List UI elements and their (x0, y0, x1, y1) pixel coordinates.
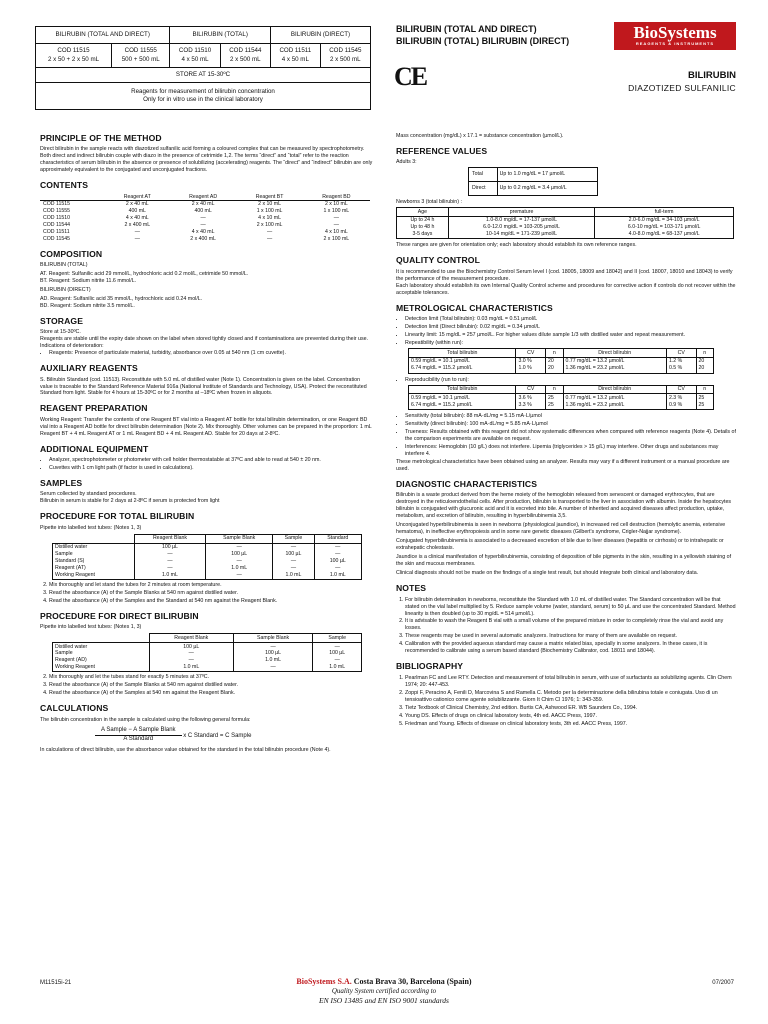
code-cell: COD 11515 2 x 50 + 2 x 50 mL (36, 44, 112, 68)
diagnostic-text-4: Jaundice is a clinical manifestation of hyperbilirubinemia, consisting of deposition of bile pigments in the skin, resulting in a yellowish staining of the skin and mucous membranes. (396, 554, 732, 568)
procedure-total-table: Reagent Blank Sample Blank Sample Standard Distilled water Sample Standard (S) Reagent (AT) Working Reagent 100 µL — — — 1.0 mL — 100 µL — 1.0 mL — — 100 µL — — 1.0 mL — — 100 µL — 1.0 mL (52, 534, 362, 580)
code-cell: COD 11510 4 x 50 mL (170, 44, 220, 68)
diagnostic-text-3: Conjugated hyperbilirubinemia is associated to a decreased excretion of bile due to liver diseases (hepatitis or cirrhosis) or to intrahepatic or extrahepatic cholestasis. (396, 538, 724, 552)
samples-text-1: Serum collected by standard procedures. (40, 491, 137, 498)
procedure-total-steps: 2. Mix thoroughly and let stand the tubes for 2 minutes at room temperature. 3. Read the absorbance (A) of the Sample Blanks at 540 nm against distilled water. 4. Read the absorbance (A) of the Samples and the Standard at 540 nm against the Reagent Blank. (40, 582, 374, 605)
equipment-heading: ADDITIONAL EQUIPMENT (40, 443, 149, 454)
contents-heading: CONTENTS (40, 180, 89, 191)
diagnostic-text-2: Unconjugated hyperbilirubinemia is seen in newborns (physiological jaundice), in increased red cell destruction (hemolytic anemia, extensive hematoma), in ineffective erythropoiesis and in some rare genetic diseases (Gilbert's syndrome, Crigler-Najjar syndrome). (396, 522, 726, 536)
metrological-list: • Detection limit (Total bilirubin): 0.03 mg/dL = 0.51 µmol/L • Detection limit (Direct bilirubin): 0.02 mg/dL = 0.34 µmol/L • Linearity limit: 15 mg/dL = 257 µmol/L. For higher values dilute sample 1/3 with distilled water and repeat measurement. • Repeatibility (within run): (396, 316, 736, 347)
ce-mark-icon: CE (394, 62, 427, 91)
product-header-table (35, 26, 371, 110)
metrological-note: These metrological characteristics have been obtained using an analyzer. Results may vary if a different instrument or a manual procedure are used. (396, 459, 730, 473)
metrological-list-2: • Sensitivity (total bilirubin): 88 mA·dL/mg = 5.15 mA·L/µmol • Sensitivity (direct bilirubin): 100 mA·dL/mg = 5.85 mA·L/µmol • Trueness: Results obtained with this reagent did not show systematic differences when compared with reference reagents (Note 4). Details of the comparison experiments are available on request. • Interferences: Hemoglobin (10 g/L) does not interfere. Lipemia (triglycerides > 15 g/L) may interfere. Other drugs and substances may interfere 4. (396, 413, 736, 458)
quality-control-heading: QUALITY CONTROL (396, 255, 480, 266)
storage-block: Store at 15-30ºC. Reagents are stable until the expiry date shown on the label when stored tightly closed and if contaminations are prevented during their use. Indications of deterioration: • Reagents: Presence of particulate material, turbidity, absorbance over 0.05 at 540 nm (1 cm cuvette). (40, 329, 374, 357)
adults-label: Adults 3: (396, 159, 417, 166)
code-cell: COD 11545 2 x 500 mL (320, 44, 370, 68)
header-col-total-direct: BILIRUBIN (TOTAL AND DIRECT) (36, 27, 170, 44)
quality-control-text-1: It is recommended to use the Biochemistry Control Serum level I (cod. 18005, 18009 and 18042) and II (cod. 18007, 18010 and 18043) to verify the performance of the measurement procedure. (396, 268, 733, 282)
code-cell: COD 11511 4 x 50 mL (270, 44, 320, 68)
samples-text-2: Bilirubin in serum is stable for 2 days at 2-8ºC if serum is protected from light (40, 498, 220, 505)
adult-reference-table: Total Up to 1.0 mg/dL = 17 µmol/L Direct Up to 0.2 mg/dL = 3.4 µmol/L (468, 167, 598, 196)
samples-heading: SAMPLES (40, 478, 83, 489)
preparation-heading: REAGENT PREPARATION (40, 403, 148, 414)
header-col-total: BILIRUBIN (TOTAL) (170, 27, 271, 44)
document-code: M11515i-21 (40, 980, 72, 986)
reagent-use-statement: Reagents for measurement of bilirubin concentration Only for in vitro use in the clinical laboratory (36, 83, 371, 110)
reference-values-heading: REFERENCE VALUES (396, 145, 488, 156)
composition-heading: COMPOSITION (40, 248, 103, 259)
contents-table: Reagent AT Reagent AD Reagent BT Reagent BD COD 11515 2 x 40 mL 2 x 40 mL 2 x 10 mL 2 x 10 mL COD 11555 400 mL 400 mL 1 x 100 mL 1 x 100 mL COD 11510 4 x 40 mL — 4 x 10 mL — COD 11544 2 x 400 mL — 2 x 100 mL — COD 11511 — 4 x 40 mL — 4 x 10 mL COD 11545 — 2 x 400 mL — 2 x 100 mL (40, 194, 370, 243)
code-cell: COD 11544 2 x 500 mL (220, 44, 270, 68)
calculations-note: In calculations of direct bilirubin, use the absorbance value obtained for the standard in the total bilirubin procedure (Note 4). (40, 746, 331, 753)
header-col-direct: BILIRUBIN (DIRECT) (270, 27, 370, 44)
diagnostic-text-5: Clinical diagnosis should not be made on the findings of a single test result, but should integrate both clinical and laboratory data. (396, 570, 699, 577)
preparation-text: Working Reagent: Transfer the contents of one Reagent BT vial into a Reagent AT bottle for total bilirubin determination, or one Reagent BD vial into a Reagent AD bottle for direct bilirubin determination (Note 2). Mix thoroughly. Other volumes can be prepared in the proportion: 1 mL Reagent BT + 4 mL Reagent AT or 1 mL Reagent BD + 4 mL Reagent AD. Stable for 20 days at 2-8ºC. (40, 416, 372, 437)
principle-heading: PRINCIPLE OF THE METHOD (40, 133, 162, 143)
equipment-list: • Analyzer, spectrophotometer or photometer with cell holder thermostatable at 37ºC and able to read at 540 ± 20 nm. • Cuvettes with 1 cm light path (if factor is used in calculations). (40, 457, 374, 472)
document-date: 07/2007 (712, 980, 734, 986)
procedure-direct-steps: 2. Mix thoroughly and let the tubes stand for exactly 5 minutes at 37ºC. 3. Read the absorbance (A) of the Sample Blanks at 540 nm against distilled water. 4. Read the absorbance (A) of the Samples at 540 nm against the Reagent Blank. (40, 674, 374, 697)
composition-block: BILIRUBIN (TOTAL) AT. Reagent: Sulfanilic acid 29 mmol/L, hydrochloric acid 0.2 mol/L, cetrimide 50 mmol/L. BT. Reagent: Sodium nitrite 11.6 mmol/L. BILIRUBIN (DIRECT) AD. Reagent: Sulfanilic acid 35 mmol/L, hydrochloric acid 0.24 mol/L. BD. Reagent: Sodium nitrite 3.5 mmol/L. (40, 261, 249, 309)
document-title: BILIRUBIN (TOTAL AND DIRECT) BILIRUBIN (TOTAL) BILIRUBIN (DIRECT) (396, 24, 570, 46)
si-conversion: Mass concentration (mg/dL) x 17.1 = substance concentration (µmol/L). (396, 133, 564, 139)
procedure-direct-table: Reagent Blank Sample Blank Sample Distilled water Sample Reagent (AD) Working Reagent 100 µL — — 1.0 mL — 100 µL 1.0 mL — — 100 µL — 1.0 mL (52, 633, 362, 672)
product-name: BILIRUBIN DIAZOTIZED SULFANILIC (628, 70, 736, 93)
calculations-heading: CALCULATIONS (40, 703, 109, 714)
footer-company: BioSystems S.A. Costa Brava 30, Barcelona (Spain) Quality System certified according to EN ISO 13485 and EN ISO 9001 standards (296, 977, 472, 1005)
procedure-total-step-1: Pipette into labelled test tubes: (Notes 1, 3) (40, 524, 142, 531)
reference-note: These ranges are given for orientation only; each laboratory should establish its own reference ranges. (396, 242, 637, 249)
code-cell: COD 11555 500 + 500 mL (112, 44, 170, 68)
store-temperature: STORE AT 15-30ºC (36, 68, 371, 83)
storage-heading: STORAGE (40, 315, 84, 326)
procedure-direct-heading: PROCEDURE FOR DIRECT BILIRUBIN (40, 610, 199, 621)
diagnostic-text-1: Bilirubin is a waste product derived from the heme moiety of the hemoglobin released from senescent or damaged erythrocytes, that are destroyed in the reticuloendothelial cells. After production, bilirubin is transported to the liver in association with albumin. Inside the hepatocytes bilirubin is conjugated with glucuronic acid and it is excreted into bile. A number of inherited and acquired diseases affect production, uptake, metabolism, and excretion of bilirubin, resulting in hyperbilirubinemia 3,5. (396, 492, 732, 520)
procedure-direct-step-1: Pipette into labelled test tubes: (Notes 1, 3) (40, 624, 142, 631)
newborns-label: Newborns 3 (total bilirubin) : (396, 199, 462, 206)
notes-list: 1. For bilirubin determination in newborns, reconstitute the Standard with 1.0 mL of distilled water. The Standard concentration will be that stated on the vial label multiplied by 5. Reduce sample volume (water, standard, serum) to 50 µL and use the concentrated Standard. Method linearity is then doubled (up to 30 mg/dL = 514 µmol/L). 2. It is advisable to wash the Reagent B vial with a small volume of the prepared mixture in order to completely rinse the vial and avoid any losses. 3. These reagents may be used in several automatic analyzers. Instructions for many of them are available on request. 4. Calibration with the provided aqueous standard may cause a matrix related bias, specially in some analyzers. In these cases, it is recommended to calibrate using a serum based standard (Biochemistry Calibrator, cod. 18011 and 18044). (396, 597, 736, 656)
bibliography-heading: BIBLIOGRAPHY (396, 661, 464, 672)
auxiliary-heading: AUXILIARY REAGENTS (40, 363, 138, 374)
biosystems-logo: BioSystems REAGENTS & INSTRUMENTS (614, 22, 736, 50)
principle-text: Direct bilirubin in the sample reacts with diazotized sulfanilic acid forming a coloured complex that can be measured by spectrophotometry. Both direct and indirect bilirubin couple with diazo in the presence of cetrimide 1,2. The terms “direct” and “total” refer to the reaction characteristics of serum bilirubin in the absence or presence of solubilizing (accelerating) reagents. The “direct” and “indirect” bilirubin are only approximately equivalent to the conjugated and unconjugated fractions. (40, 146, 373, 174)
diagnostic-heading: DIAGNOSTIC CHARACTERISTICS (396, 479, 538, 490)
reproducibility-table: Total bilirubin CV n Direct bilirubin CV n 0.59 mg/dL = 10.1 µmol/L 6.74 mg/dL = 115.2 µmol/L 3.6 % 3.3 % 25 25 0.77 mg/dL = 13.2 µmol/L 1.36 mg/dL = 23.2 µmol/L 2.3 % 0.9 % 25 25 (408, 385, 714, 411)
newborn-reference-table: Age premature full-term Up to 24 h Up to 48 h 3-5 days 1.0-8.0 mg/dL = 17-137 µmol/L 6.0-12.0 mg/dL = 103-205 µmol/L 10-14 mg/dL = 171-239 µmol/L 2.0-6.0 mg/dL = 34-103 µmol/L 6.0-10 mg/dL = 103-171 µmol/L 4.0-8.0 mg/dL = 68-137 µmol/L (396, 207, 734, 239)
auxiliary-text: S. Bilirubin Standard (cod. 11513). Reconstitute with 5.0 mL of distilled water (Note 1). Concentration is given on the label. Concentration value is traceable to the Standard Reference Material 916a (National Institute of Standards and Technology, USA). Protect the reconstituted Standard from light. Stable for 4 hours at 15-30ºC or for 2 months at –18ºC when frozen in aliquots. (40, 376, 367, 397)
bibliography-list: 1. Pearlman FC and Lee RTY. Detection and measurement of total bilirubin in serum, with use of surfactants as solubilizing agents. Clin Chem 1974; 20: 447-453. 2. Zoppi F, Peracino A, Fenili D, Marcovina S and Ramella C. Metodo per la determinazione della bilirubina totale e coniugata. Uso di un tensioattivo cationico come agente solubilizzante. Giorn It Chim Cl 1976; 1: 343-359. 3. Tietz Textbook of Clinical Chemistry, 2nd edition. Burtis CA, Ashwood ER. WB Saunders Co., 1994. 4. Young DS. Effects of drugs on clinical laboratory tests, 4th ed. AACC Press, 1997. 5. Friedman and Young. Effects of disease on clinical laboratory tests, 3th ed. AACC Press, 1997. (396, 675, 736, 728)
notes-heading: NOTES (396, 583, 427, 594)
calculation-formula: $\frac{\text{A Sample − A Sample Blank}}{\text{A Standard}}$ x C Standard = C Sample (95, 727, 374, 744)
calculations-text: The bilirubin concentration in the sample is calculated using the following general formula: (40, 716, 251, 723)
procedure-total-heading: PROCEDURE FOR TOTAL BILIRUBIN (40, 511, 195, 522)
left-column (40, 133, 374, 756)
repeatability-table: Total bilirubin CV n Direct bilirubin CV n 0.59 mg/dL = 10.1 µmol/L 6.74 mg/dL = 115.2 µmol/L 3.0 % 1.0 % 20 20 0.77 mg/dL = 13.2 µmol/L 1.36 mg/dL = 23.2 µmol/L 1.2 % 0.5 % 20 20 (408, 348, 714, 374)
quality-control-text-2: Each laboratory should establish its own Internal Quality Control scheme and procedures for corrective action if controls do not recover within the acceptable tolerances. (396, 282, 736, 296)
metrological-heading: METROLOGICAL CHARACTERISTICS (396, 302, 553, 313)
right-column (396, 133, 736, 729)
reproducibility-label: • Reproducibility (run to run): (396, 377, 736, 384)
